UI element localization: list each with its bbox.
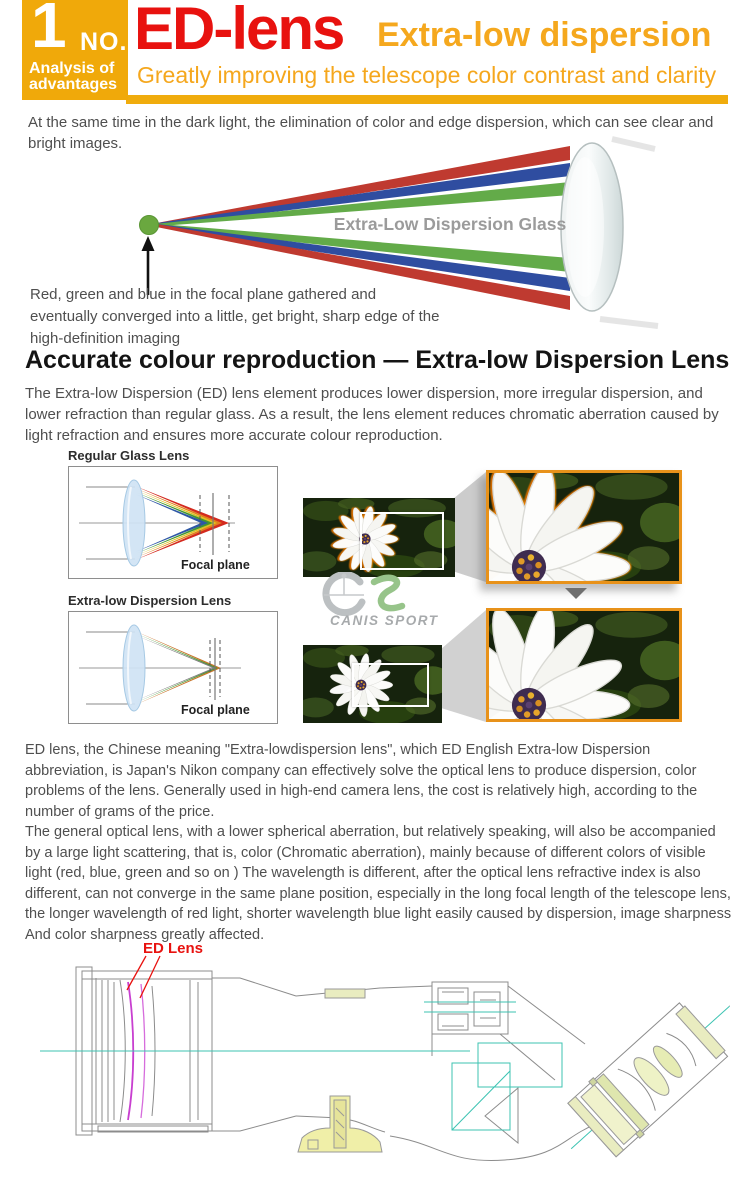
lens-element <box>123 625 145 711</box>
badge-no-label: NO. <box>80 28 128 56</box>
page-title: ED-lens <box>134 0 344 62</box>
flower-crop-clean <box>486 608 682 722</box>
page-tagline: Greatly improving the telescope color contrast and clarity <box>137 62 717 88</box>
ray-caption: Red, green and blue in the focal plane gathered and eventually converged into a little, get bright, sharp edge of the high-definition imaging <box>30 286 440 347</box>
flower-crop-aberration <box>486 470 682 584</box>
regular-lens-diagram <box>68 466 278 579</box>
badge-number: 1 <box>31 0 67 61</box>
watermark-text: CANIS SPORT <box>330 613 439 628</box>
ed-lens-label: Extra-low Dispersion Lens <box>68 593 232 608</box>
badge-caption-line2: advantages <box>29 76 118 93</box>
focal-plane-label: Focal plane <box>181 703 250 717</box>
ed-lens-diagram <box>68 611 278 724</box>
glass-label: Extra-Low Dispersion Glass <box>333 214 567 234</box>
section-heading: Accurate colour reproduction — Extra-low Dispersion Lens <box>25 346 730 374</box>
ed-lens-callout <box>127 940 203 998</box>
flower-photo-after <box>303 645 442 723</box>
body-copy <box>25 740 733 945</box>
ed-lens-callout-label: ED Lens <box>143 940 204 957</box>
section-paragraph: The Extra-low Dispersion (ED) lens element produces lower dispersion, more irregular dispersion, and lower refraction than regular glass. As a result, the lens element reduces chromatic aberration caused by light refraction and ensures more accurate colour reproduction. <box>25 385 719 444</box>
light-point <box>140 216 159 235</box>
focal-plane-label: Focal plane <box>181 558 250 572</box>
flower-photo-before <box>303 498 455 577</box>
advantage-badge <box>22 0 128 100</box>
selection-rectangle <box>360 512 444 570</box>
header-underline-bar <box>126 95 728 104</box>
body-paragraph: ED lens, the Chinese meaning "Extra-lowdispersion lens", which ED English Extra-low Dispersion abbreviation, is Japan's Nikon company can effectively solve the optical lens to produce dispersion, color problems of the lens. Generally used in high-end camera lens, the cost is relatively high, according to the number of grams of the price. <box>25 742 698 820</box>
badge-caption-line1: Analysis of <box>29 60 115 77</box>
scope-cross-section <box>40 938 730 1173</box>
page-subtitle: Extra-low dispersion <box>377 16 712 54</box>
watermark-logo <box>322 572 432 618</box>
selection-rectangle <box>352 663 429 707</box>
intro-paragraph: At the same time in the dark light, the elimination of color and edge dispersion, which can see clear and bright images. <box>28 114 714 152</box>
lens-element <box>123 480 145 566</box>
down-arrow-icon <box>565 588 587 599</box>
regular-lens-label: Regular Glass Lens <box>68 448 190 463</box>
body-paragraph: The general optical lens, with a lower spherical aberration, but relatively speaking, will also be accompanied by a large light scattering, that is, color (Chromatic aberration), mainly because of different colors of visible light (red, blue, green and so on ) The wavelength is different, after the optical lens refractive index is also different, can not converge in the same plane position, especially in the long focal length of the telescope lens, the longer wavelength of red light, shorter wavelength blue light easily caused by dispersion, image sharpness And color sharpness greatly affected. <box>25 824 732 943</box>
